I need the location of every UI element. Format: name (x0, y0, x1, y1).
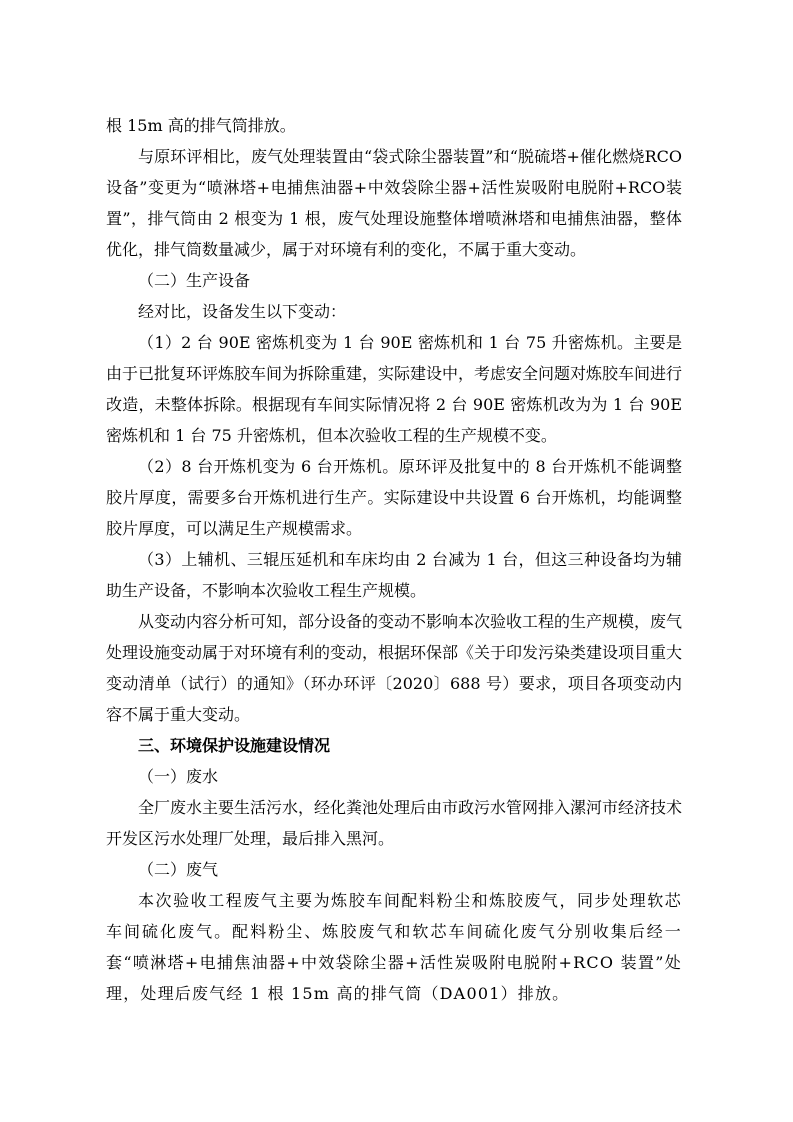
paragraph-exhaust-comparison: 与原环评相比，废气处理装置由“袋式除尘器装置”和“脱硫塔+催化燃烧RCO设备”变更为“喷淋塔+电捕焦油器+中效袋除尘器+活性炭吸附电脱附+RCO装置”，排气筒由 2 根变为 1 根，废气处理设施整体增喷淋塔和电捕焦油器，整体优化，排气筒数量减少，属于对环境有利的变化，不属于重大变动。 (106, 147, 682, 259)
document-page (106, 110, 682, 1009)
paragraph-item-3: （3）上辅机、三辊压延机和车床均由 2 台减为 1 台，但这三种设备均为辅助生产设备，不影响本次验收工程生产规模。 (106, 550, 682, 600)
paragraph-waste-gas: 本次验收工程废气主要为炼胶车间配料粉尘和炼胶废气，同步处理软芯车间硫化废气。配料粉尘、炼胶废气和软芯车间硫化废气分别收集后经一套“喷淋塔+电捕焦油器+中效袋除尘器+活性炭吸附电脱附+RCO 装置”处理，处理后废气经 1 根 15m 高的排气筒（DA001）排放。 (106, 891, 682, 1003)
paragraph-wastewater: 全厂废水主要生活污水，经化粪池处理后由市政污水管网排入漯河市经济技术开发区污水处理厂处理，最后排入黑河。 (106, 798, 683, 848)
paragraph-item-1: （1）2 台 90E 密炼机变为 1 台 90E 密炼机和 1 台 75 升密炼机。主要是由于已批复环评炼胶车间为拆除重建，实际建设中，考虑安全问题对炼胶车间进行改造，未整体拆除。根据现有车间实际情况将 2 台 90E 密炼机改为为 1 台 90E 密炼机和 1 台 75 升密炼机，但本次验收工程的生产规模不变。 (106, 333, 683, 445)
section-heading-environmental-facilities: 三、环境保护设施建设情况 (138, 736, 331, 755)
paragraph-continuation: 根 15m 高的排气筒排放。 (106, 116, 296, 135)
paragraph-change-analysis: 从变动内容分析可知，部分设备的变动不影响本次验收工程的生产规模，废气处理设施变动属于对环境有利的变动，根据环保部《关于印发污染类建设项目重大变动清单（试行）的通知》（环办环评〔2020〕688 号）要求，项目各项变动内容不属于重大变动。 (106, 612, 683, 724)
paragraph-equipment-intro: 经对比，设备发生以下变动： (138, 302, 347, 321)
subheading-waste-gas: （二）废气 (138, 860, 219, 879)
subheading-wastewater: （一）废水 (138, 767, 219, 786)
subheading-production-equipment: （二）生产设备 (138, 271, 251, 290)
paragraph-item-2: （2）8 台开炼机变为 6 台开炼机。原环评及批复中的 8 台开炼机不能调整胶片厚度，需要多台开炼机进行生产。实际建设中共设置 6 台开炼机，均能调整胶片厚度，可以满足生产规模需求。 (106, 457, 682, 538)
